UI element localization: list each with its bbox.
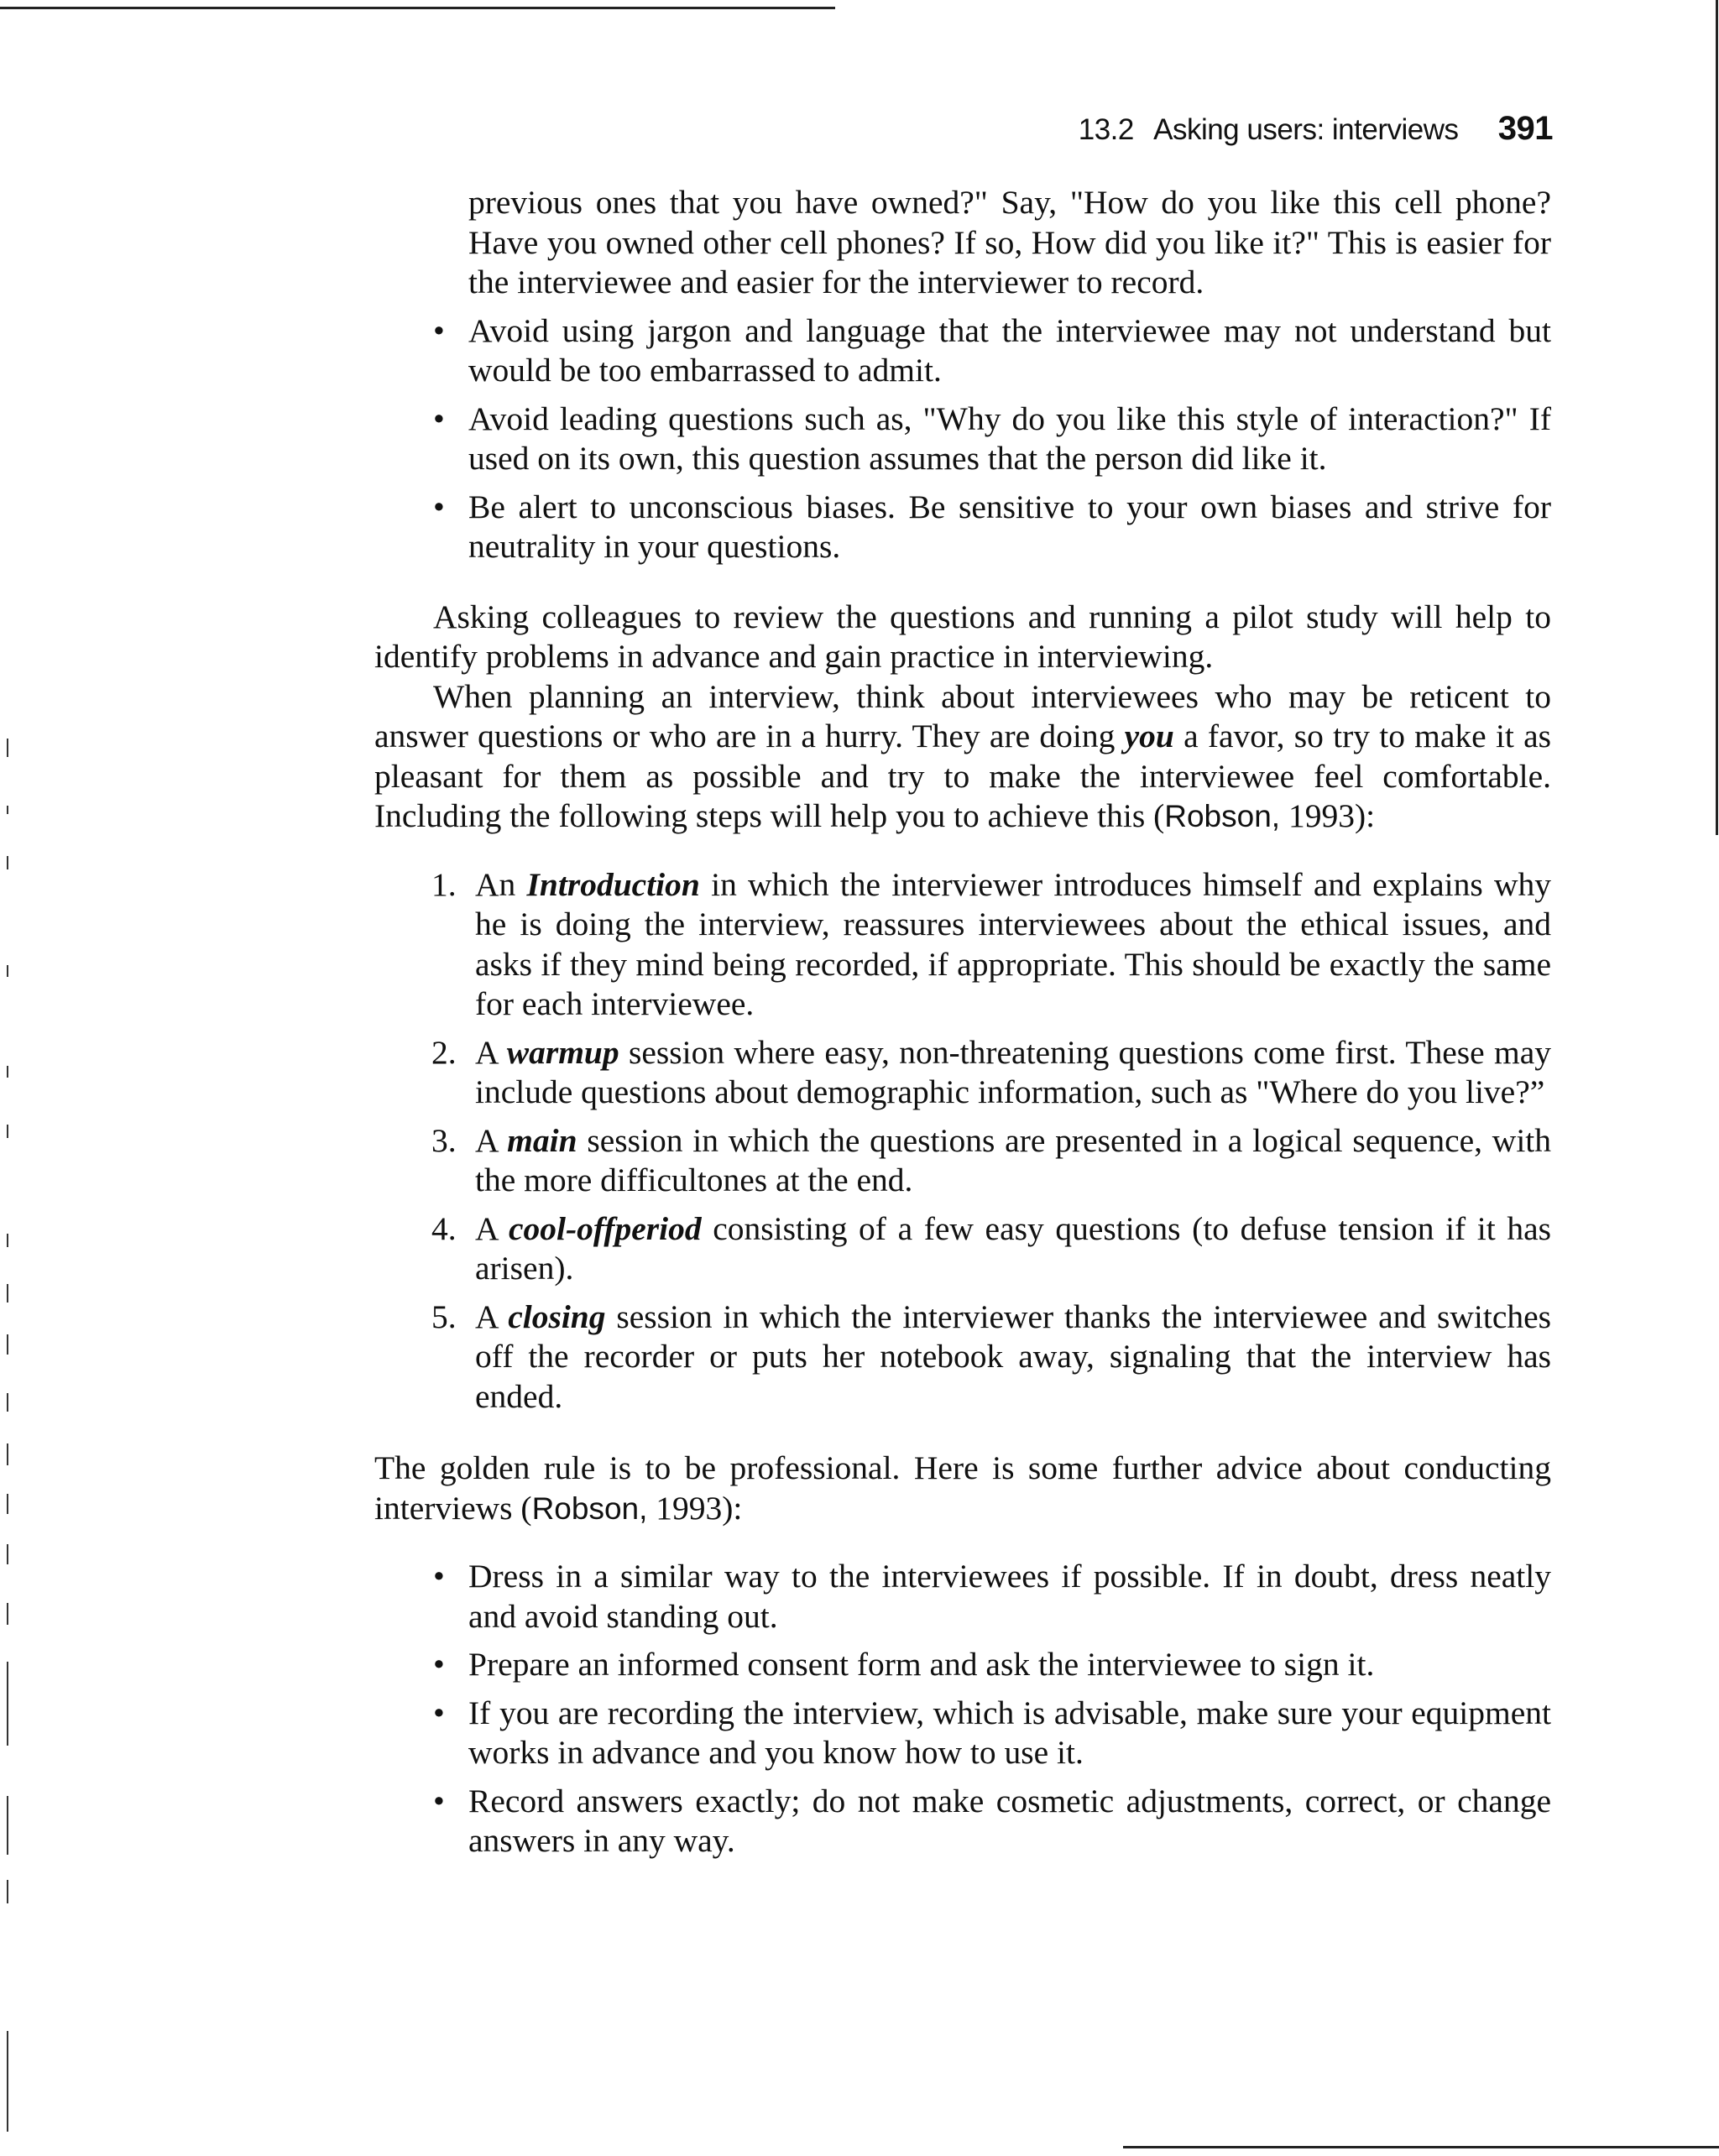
bullet-icon: • [433, 488, 445, 525]
list-item: 4. A cool-offperiod consisting of a few easy questions (to defuse tension if it has arisen). [431, 1209, 1552, 1287]
bullet-icon: • [433, 1694, 445, 1731]
step-term: warmup [506, 1033, 619, 1071]
list-item: • Prepare an informed consent form and ask the interviewee to sign it. [374, 1645, 1551, 1685]
running-header [890, 105, 1553, 154]
list-item: 1. An Introduction in which the interviewer introduces himself and explains why he is doing the interview, reassures interviewees about the ethical issues, and asks if they mind being recorded, if appropriate. This should be exactly the same for each interviewee. [431, 865, 1552, 1022]
citation-author: Robson, [531, 1490, 648, 1526]
right-rule-line [1716, 0, 1718, 835]
list-item: 5. A closing session in which the interviewer thanks the interviewee and switches off the recorder or puts her notebook away, signaling that the interview has ended. [431, 1297, 1552, 1415]
paragraph-pilot-study: Asking colleagues to review the questions and running a pilot study will help to identify problems in advance and gain practice in interviewing. [374, 598, 1551, 675]
list-item: • If you are recording the interview, which is advisable, make sure your equipment works in advance and you know how to use it. [433, 1694, 1551, 1771]
bullet-icon: • [433, 399, 445, 437]
citation-year: 1993): [1288, 797, 1376, 834]
paragraph-planning: When planning an interview, think about interviewees who may be reticent to answer questions or who are in a hurry. They are doing you a favor, so try to make it as pleasant for them as possible and try to make the interviewee feel comfortable. Including the following steps will help you to achieve this (Robson, 1993): [374, 677, 1552, 834]
bullet-icon: • [433, 1558, 445, 1595]
step-number: 4. [431, 1209, 457, 1247]
citation-year: 1993): [656, 1489, 743, 1527]
bullet-icon: • [433, 1646, 445, 1683]
list-item: 2. A warmup session where easy, non-threatening questions come first. These may include questions about demographic information, such as "Where do you live?” [431, 1033, 1552, 1110]
emphasis-you: you [1124, 718, 1174, 754]
bottom-rule-line [1123, 2146, 1719, 2148]
step-term: Introduction [526, 865, 700, 903]
step-number: 1. [431, 865, 457, 903]
bullet-icon: • [433, 1782, 445, 1819]
list-item: 3. A main session in which the questions are presented in a logical sequence, with the more difficultones at the end. [431, 1121, 1552, 1198]
paragraph-golden-rule: The golden rule is to be professional. Here is some further advice about conducting interviews (Robson, 1993): [374, 1449, 1551, 1527]
step-term: closing [508, 1297, 606, 1335]
section-title: Asking users: interviews [1153, 113, 1459, 146]
step-term: cool-offperiod [508, 1209, 702, 1247]
list-item: • Avoid leading questions such as, "Why do you like this style of interaction?" If used on its own, this question assumes that the person did like it. [433, 399, 1551, 477]
bullet-continuation: previous ones that you have owned?" Say, "How do you like this cell phone? Have you owned other cell phones? If so, How did you like it?" This is easier for the interviewee and easier for the interviewer to record. [468, 184, 1551, 300]
interview-steps-list [374, 865, 1551, 1417]
bullet-list-top [374, 311, 1551, 567]
scan-margin-marks [7, 739, 12, 2148]
section-number: 13.2 [1078, 113, 1134, 146]
step-number: 3. [431, 1121, 457, 1159]
step-number: 2. [431, 1033, 457, 1071]
bullet-icon: • [433, 311, 445, 349]
step-number: 5. [431, 1297, 457, 1335]
bullet-list-bottom [374, 1557, 1551, 1861]
list-item: • Avoid using jargon and language that the interviewee may not understand but would be too embarrassed to admit. [433, 311, 1551, 389]
top-rule-line [0, 7, 835, 9]
page-number: 391 [1497, 110, 1553, 147]
list-item: • Record answers exactly; do not make cosmetic adjustments, correct, or change answers in any way. [433, 1782, 1551, 1859]
citation-author: Robson, [1164, 799, 1281, 833]
step-term: main [507, 1121, 577, 1159]
page-body [374, 183, 1551, 1861]
list-item: • Dress in a similar way to the interviewees if possible. If in doubt, dress neatly and avoid standing out. [433, 1558, 1551, 1635]
list-item: • Be alert to unconscious biases. Be sensitive to your own biases and strive for neutrality in your questions. [433, 488, 1551, 565]
